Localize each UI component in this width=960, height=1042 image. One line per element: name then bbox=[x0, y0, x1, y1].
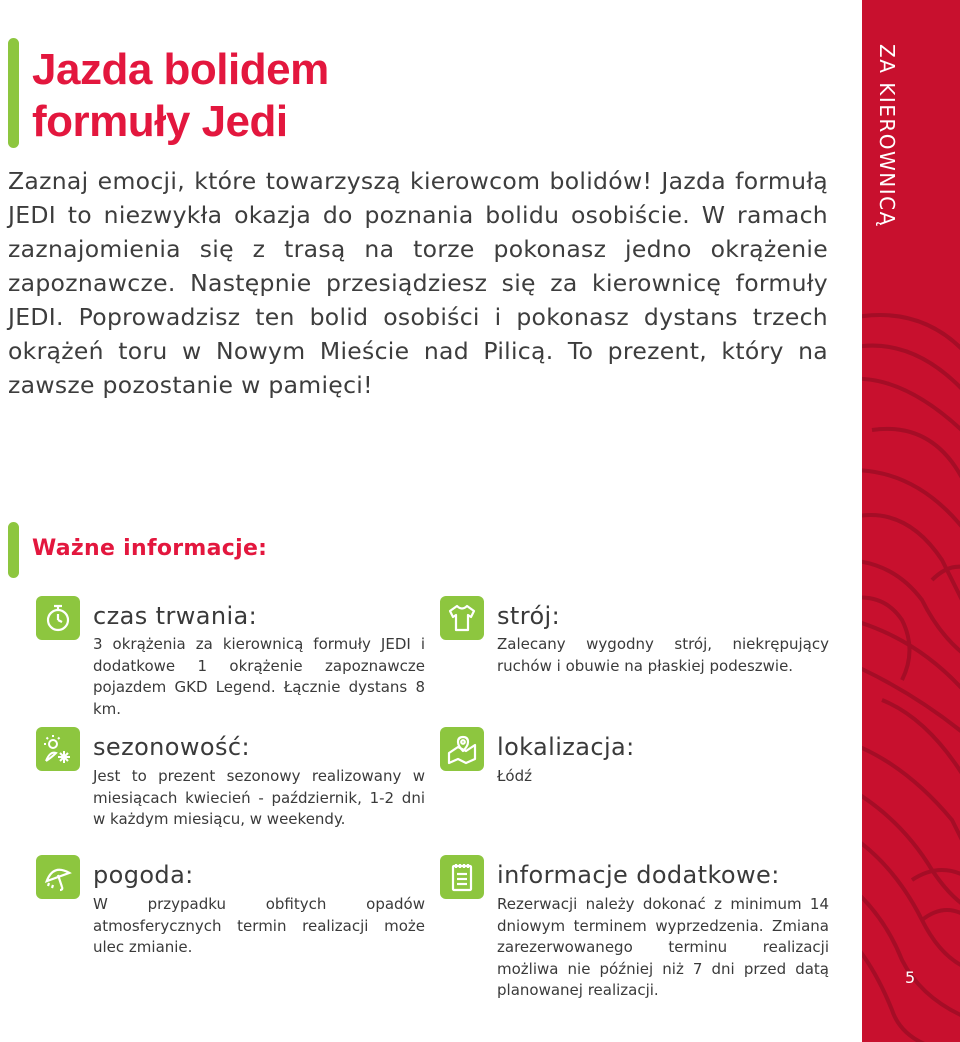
page-title-line-2: formuły Jedi bbox=[32, 97, 288, 146]
extra-heading: informacje dodatkowe: bbox=[497, 861, 780, 889]
page-title-line-1: Jazda bolidem bbox=[32, 45, 329, 94]
duration-text: 3 okrążenia za kierownicą formuły JEDI i dodatkowe 1 okrążenie zapoznawcze pojazdem GKD Legend. Łącznie dystans 8 km. bbox=[93, 635, 425, 718]
duration-heading: czas trwania: bbox=[93, 602, 258, 630]
outfit-text: Zalecany wygodny strój, niekrępujący ruchów i obuwie na płaskiej podeszwie. bbox=[497, 635, 829, 675]
extra-text: Rezerwacji należy dokonać z minimum 14 dniowym terminem wyprzedzenia. Zmiana zarezerwowanego terminu realizacji możliwa nie później niż 7 dni przed datą planowanej realizacji. bbox=[497, 895, 829, 999]
weather-heading: pogoda: bbox=[93, 861, 194, 889]
seasons-icon bbox=[36, 727, 80, 771]
season-heading: sezonowość: bbox=[93, 733, 250, 761]
intro-paragraph: Zaznaj emocji, które towarzyszą kierowcom bolidów! Jazda formułą JEDI to niezwykła okazja do poznania bolidu osobiście. W ramach zaznajomienia się z trasą na torze pokonasz jedno okrążenie zapoznawcze. Następnie przesiądziesz się za kierownicę formuły JEDI. Poprowadzisz ten bolid osobiści i pokonasz dystans trzech okrążeń toru w Nowym Mieście nad Pilicą. To prezent, który na zawsze pozostanie w pamięci! bbox=[8, 167, 828, 399]
info-accent-bar bbox=[8, 522, 19, 578]
map-pin-icon bbox=[440, 727, 484, 771]
tshirt-icon bbox=[440, 596, 484, 640]
title-accent-bar bbox=[8, 38, 19, 148]
page-number: 5 bbox=[905, 968, 916, 987]
season-text: Jest to prezent sezonowy realizowany w miesiącach kwiecień - październik, 1-2 dni w każdym miesiącu, w weekendy. bbox=[93, 767, 425, 828]
umbrella-icon bbox=[36, 855, 80, 899]
stopwatch-icon bbox=[36, 596, 80, 640]
outfit-heading: strój: bbox=[497, 602, 561, 630]
side-label-text: ZA KIEROWNICĄ bbox=[875, 44, 899, 227]
weather-text: W przypadku obfitych opadów atmosferycznych termin realizacji może ulec zmianie. bbox=[93, 895, 425, 956]
location-text: Łódź bbox=[497, 767, 533, 785]
page-title bbox=[32, 44, 452, 148]
info-heading: Ważne informacje: bbox=[32, 536, 268, 561]
notepad-icon bbox=[440, 855, 484, 899]
side-label bbox=[862, 0, 960, 280]
location-heading: lokalizacja: bbox=[497, 733, 635, 761]
